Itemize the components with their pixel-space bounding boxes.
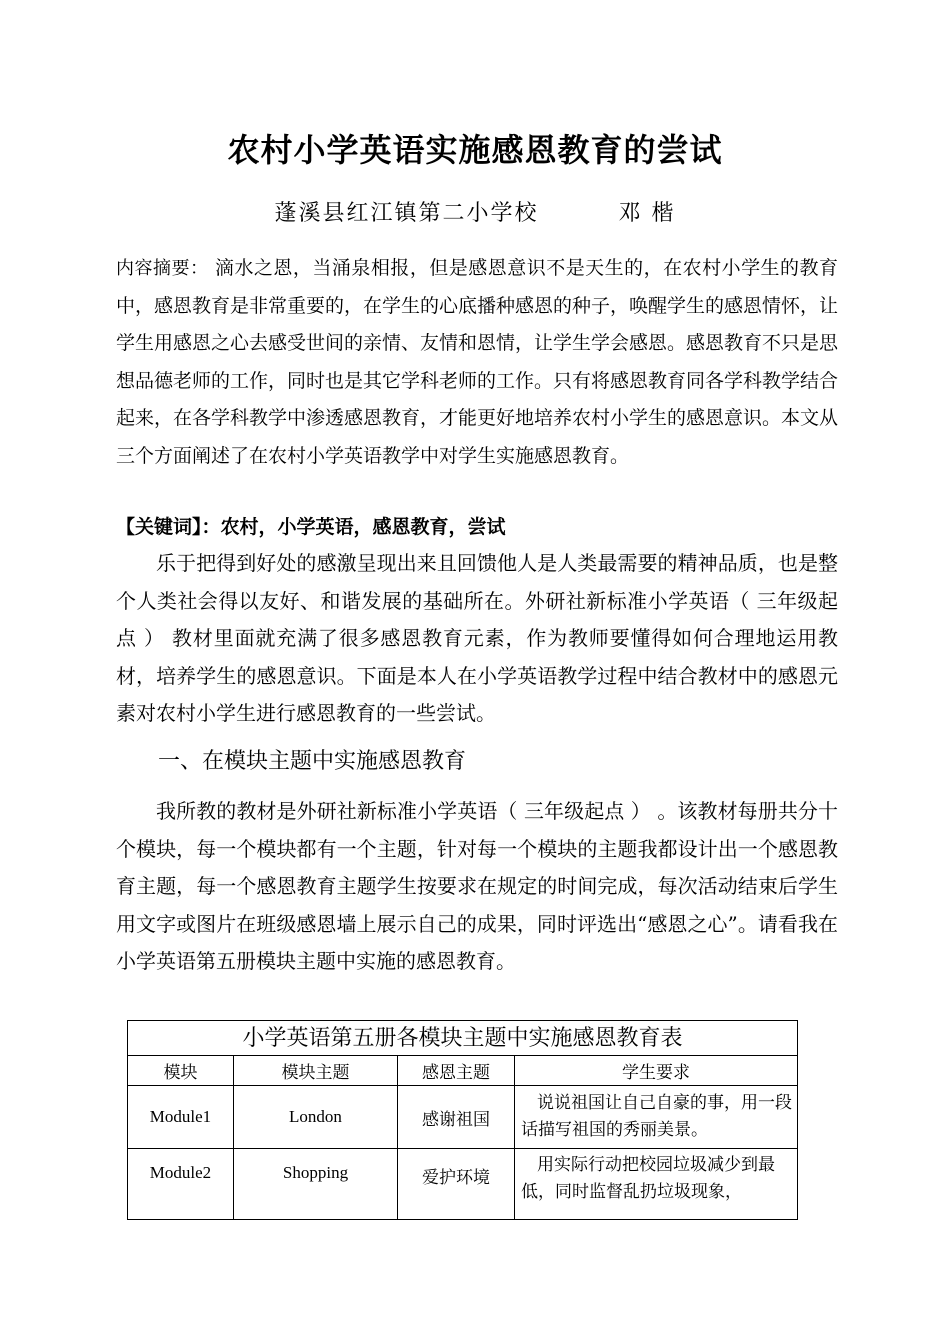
table-header: 学生要求: [515, 1056, 798, 1086]
table-cell: Shopping: [234, 1149, 398, 1220]
table-caption: 小学英语第五册各模块主题中实施感恩教育表: [128, 1021, 798, 1056]
author-line: [0, 196, 950, 232]
table-cell: 感谢祖国: [398, 1086, 515, 1149]
section-paragraph: 我所教的教材是外研社新标准小学英语（ 三年级起点 ） 。该教材每册共分十个模块，每一个模块都有一个主题，针对每一个模块的主题我都设计出一个感恩教育主题，每一个感恩教育主题学生按要求在规定的时间完成，每次活动结束后学生用文字或图片在班级感恩墙上展示自己的成果，同时评选出“感恩之心”。请看我在小学英语第五册模块主题中实施的感恩教育。: [116, 799, 838, 973]
table-header: 感恩主题: [398, 1056, 515, 1086]
table-row: [128, 1149, 798, 1220]
table-cell: Module2: [128, 1149, 234, 1220]
abstract-text: 滴水之恩，当涌泉相报，但是感恩意识不是天生的，在农村小学生的教育中，感恩教育是非常重要的，在学生的心底播种感恩的种子，唤醒学生的感恩情怀，让学生用感恩之心去感受世间的亲情、友情和恩情，让学生学会感恩。感恩教育不只是思想品德老师的工作，同时也是其它学科老师的工作。只有将感恩教育同各学科教学结合起来，在各学科教学中渗透感恩教育，才能更好地培养农村小学生的感恩意识。本文从三个方面阐述了在农村小学英语教学中对学生实施感恩教育。: [116, 257, 839, 467]
module-table: [127, 1020, 798, 1220]
table-header: 模块主题: [234, 1056, 398, 1086]
intro-paragraph: 乐于把得到好处的感激呈现出来且回馈他人是人类最需要的精神品质，也是整个人类社会得以友好、和谐发展的基础所在。外研社新标准小学英语（ 三年级起点 ） 教材里面就充满了很多感恩教育元素，作为教师要懂得如何合理地运用教材，培养学生的感恩意识。下面是本人在小学英语教学过程中结合教材中的感恩元素对农村小学生进行感恩教育的一些尝试。: [116, 551, 838, 725]
table-header: 模块: [128, 1056, 234, 1086]
table-header-row: [128, 1056, 798, 1086]
abstract: [116, 250, 838, 476]
table-row: [128, 1086, 798, 1149]
document-title: 农村小学英语实施感恩教育的尝试: [227, 131, 723, 169]
abstract-label: 内容摘要：: [116, 258, 209, 279]
keywords: 【关键词】：农村，小学英语，感恩教育，尝试: [116, 516, 506, 538]
section-heading: 一、在模块主题中实施感恩教育: [158, 749, 467, 774]
author-name: 邓 楷: [618, 201, 676, 226]
table-cell: London: [234, 1086, 398, 1149]
author-school: 蓬溪县红江镇第二小学校: [274, 201, 539, 226]
table-cell: Module1: [128, 1086, 234, 1149]
table-cell: 说说祖国让自己自豪的事，用一段话描写祖国的秀丽美景。: [515, 1086, 798, 1149]
table-cell: 爱护环境: [398, 1149, 515, 1220]
table-cell: 用实际行动把校园垃圾减少到最低，同时监督乱扔垃圾现象，: [515, 1149, 798, 1220]
